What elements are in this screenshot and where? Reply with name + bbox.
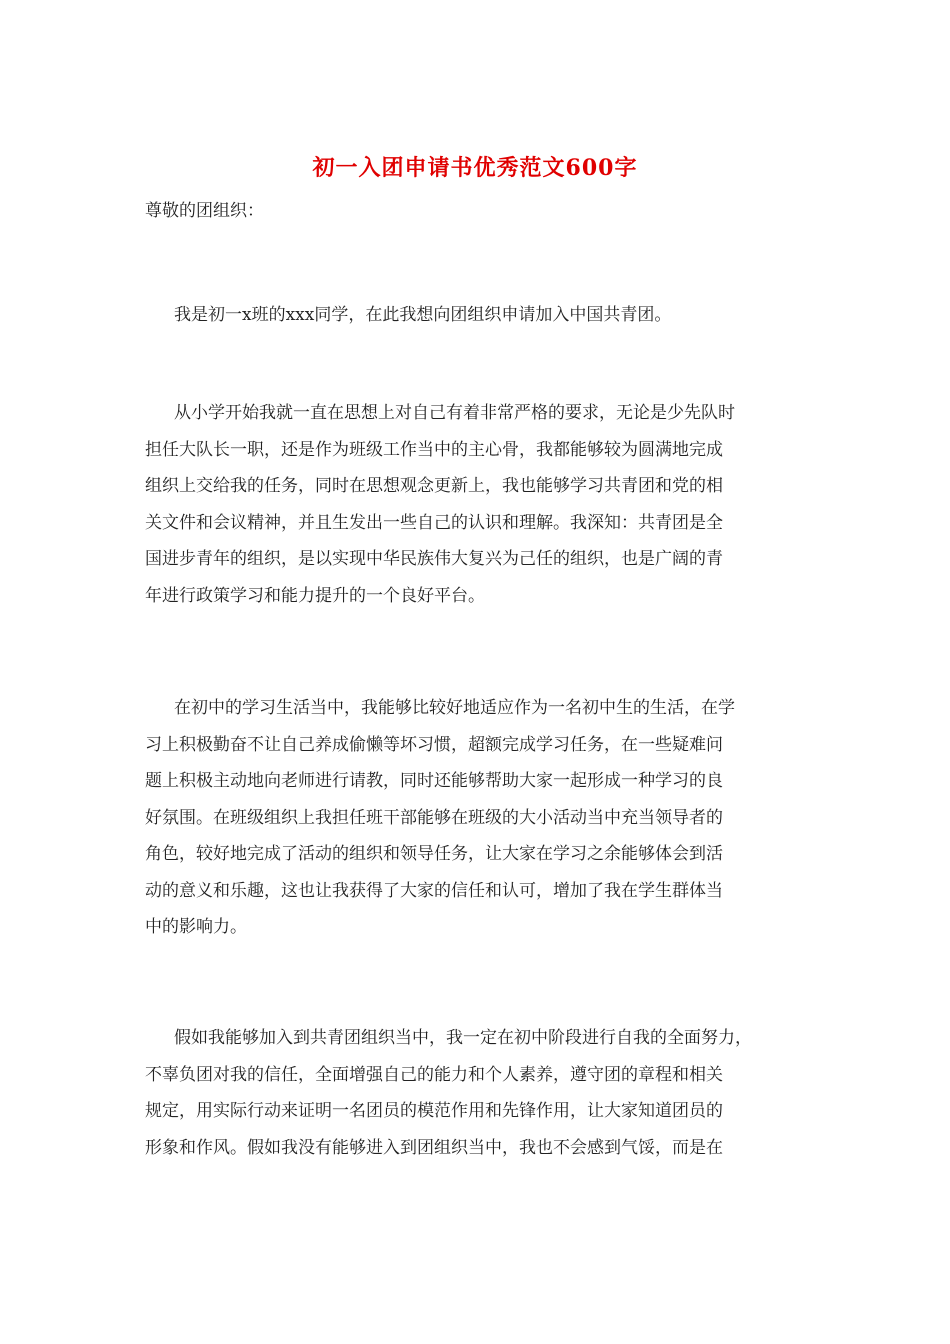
paragraph-line: 中的影响力。 [145,917,247,937]
paragraph-3 [145,690,735,946]
paragraph-line: 关文件和会议精神，并且生发出一些自己的认识和理解。我深知：共青团是全 [145,512,723,533]
paragraph-line: 好氛围。在班级组织上我担任班干部能够在班级的大小活动当中充当领导者的 [145,807,723,828]
paragraph-line: 组织上交给我的任务，同时在思想观念更新上，我也能够学习共青团和党的相 [145,476,723,496]
paragraph-line: 假如我能够加入到共青团组织当中，我一定在初中阶段进行自我的全面努力， [174,1028,752,1048]
document-title: 初一入团申请书优秀范文600字 [312,155,638,181]
paragraph-line: 从小学开始我就一直在思想上对自己有着非常严格的要求，无论是少先队时 [174,403,735,423]
paragraph-line: 角色，较好地完成了活动的组织和领导任务，让大家在学习之余能够体会到活 [145,844,723,864]
paragraph-line: 题上积极主动地向老师进行请教，同时还能够帮助大家一起形成一种学习的良 [145,771,723,791]
paragraph-line: 规定，用实际行动来证明一名团员的模范作用和先锋作用，让大家知道团员的 [145,1101,723,1121]
paragraph-line: 国进步青年的组织，是以实现中华民族伟大复兴为己任的组织，也是广阔的青 [145,549,723,569]
paragraph-line: 习上积极勤奋不让自己养成偷懒等坏习惯，超额完成学习任务，在一些疑难问 [145,734,723,755]
paragraph-line: 形象和作风。假如我没有能够进入到团组织当中，我也不会感到气馁，而是在 [145,1137,723,1158]
paragraph-line: 动的意义和乐趣，这也让我获得了大家的信任和认可，增加了我在学生群体当 [145,880,723,901]
paragraph-line: 我是初一x班的xxx同学，在此我想向团组织申请加入中国共青团。 [174,305,672,325]
paragraph-line: 在初中的学习生活当中，我能够比较好地适应作为一名初中生的生活，在学 [174,698,735,718]
paragraph-line: 担任大队长一职，还是作为班级工作当中的主心骨，我都能够较为圆满地完成 [145,439,723,460]
paragraph-2 [145,395,735,614]
paragraph-1 [145,297,671,334]
paragraph-line: 年进行政策学习和能力提升的一个良好平台。 [145,585,485,606]
paragraph-4 [145,1020,752,1166]
paragraph-line: 不辜负团对我的信任，全面增强自己的能力和个人素养，遵守团的章程和相关 [145,1064,723,1085]
salutation: 尊敬的团组织： [145,201,264,221]
